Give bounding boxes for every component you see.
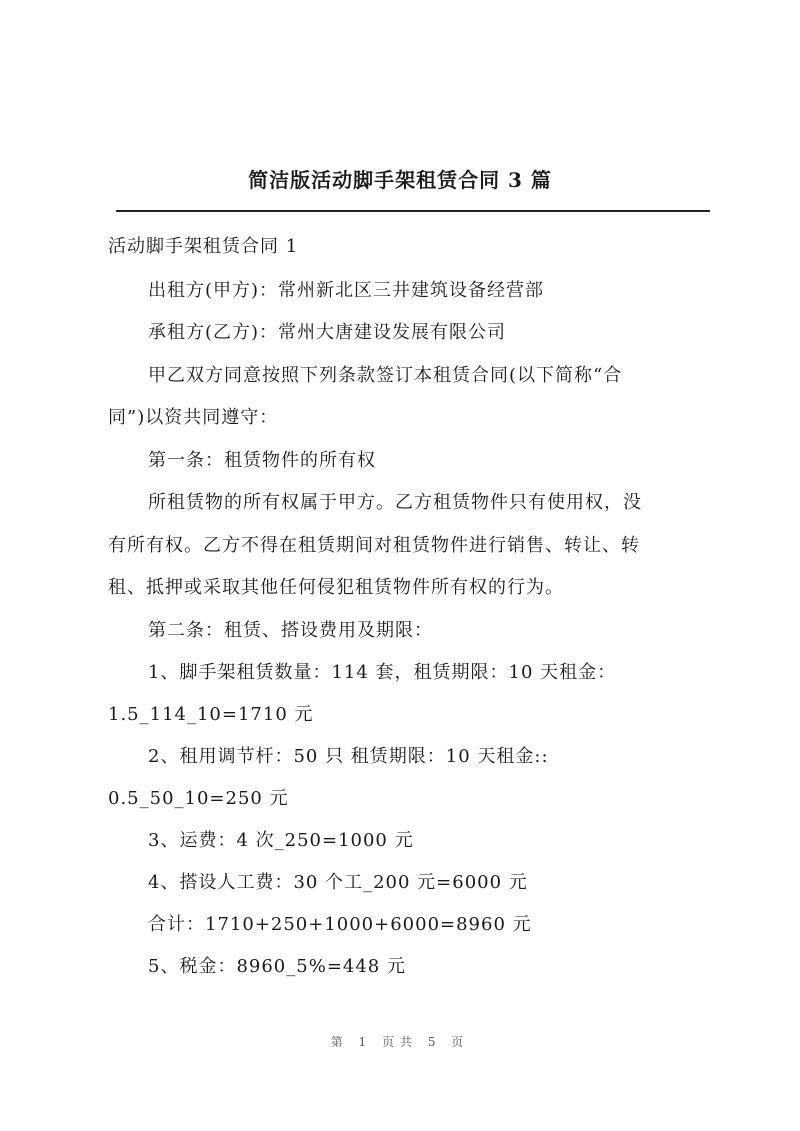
item-tax: 5、税金：8960_5%=448 元 bbox=[148, 956, 406, 977]
paragraph-lessee: 承租方(乙方)：常州大唐建设发展有限公司 bbox=[148, 322, 507, 343]
item-labor: 4、搭设人工费：30 个工_200 元=6000 元 bbox=[148, 872, 528, 893]
paragraph-agreement: 甲乙双方同意按照下列条款签订本租赁合同(以下简称“合 bbox=[148, 365, 623, 386]
paragraph-agreement-cont: 同”)以资共同遵守： bbox=[108, 407, 279, 428]
document-title: 简洁版活动脚手架租赁合同 3 篇 bbox=[248, 168, 552, 192]
item-scaffold-rent-calc: 1.5_114_10=1710 元 bbox=[108, 704, 314, 725]
paragraph-ownership-cont-2: 租、抵押或采取其他任何侵犯租赁物件所有权的行为。 bbox=[108, 577, 564, 598]
paragraph-ownership-cont-1: 有所有权。乙方不得在租赁期间对租赁物件进行销售、转让、转 bbox=[108, 535, 640, 556]
item-freight: 3、运费：4 次_250=1000 元 bbox=[148, 830, 414, 851]
section-heading: 活动脚手架租赁合同 1 bbox=[108, 236, 299, 257]
paragraph-ownership: 所租赁物的所有权属于甲方。乙方租赁物件只有使用权，没 bbox=[148, 492, 642, 513]
paragraph-lessor: 出租方(甲方)：常州新北区三井建筑设备经营部 bbox=[148, 280, 545, 301]
title-divider bbox=[116, 210, 710, 212]
page-footer: 第 1 页共 5 页 bbox=[330, 1035, 470, 1049]
item-scaffold-rent: 1、脚手架租赁数量：114 套，租赁期限：10 天租金： bbox=[148, 662, 617, 683]
item-adjust-rod-calc: 0.5_50_10=250 元 bbox=[108, 788, 289, 809]
article-one-heading: 第一条：租赁物件的所有权 bbox=[148, 450, 376, 471]
item-total: 合计：1710+250+1000+6000=8960 元 bbox=[148, 914, 532, 935]
item-adjust-rod: 2、租用调节杆：50 只 租赁期限：10 天租金:: bbox=[148, 746, 549, 767]
article-two-heading: 第二条：租赁、搭设费用及期限： bbox=[148, 620, 433, 641]
